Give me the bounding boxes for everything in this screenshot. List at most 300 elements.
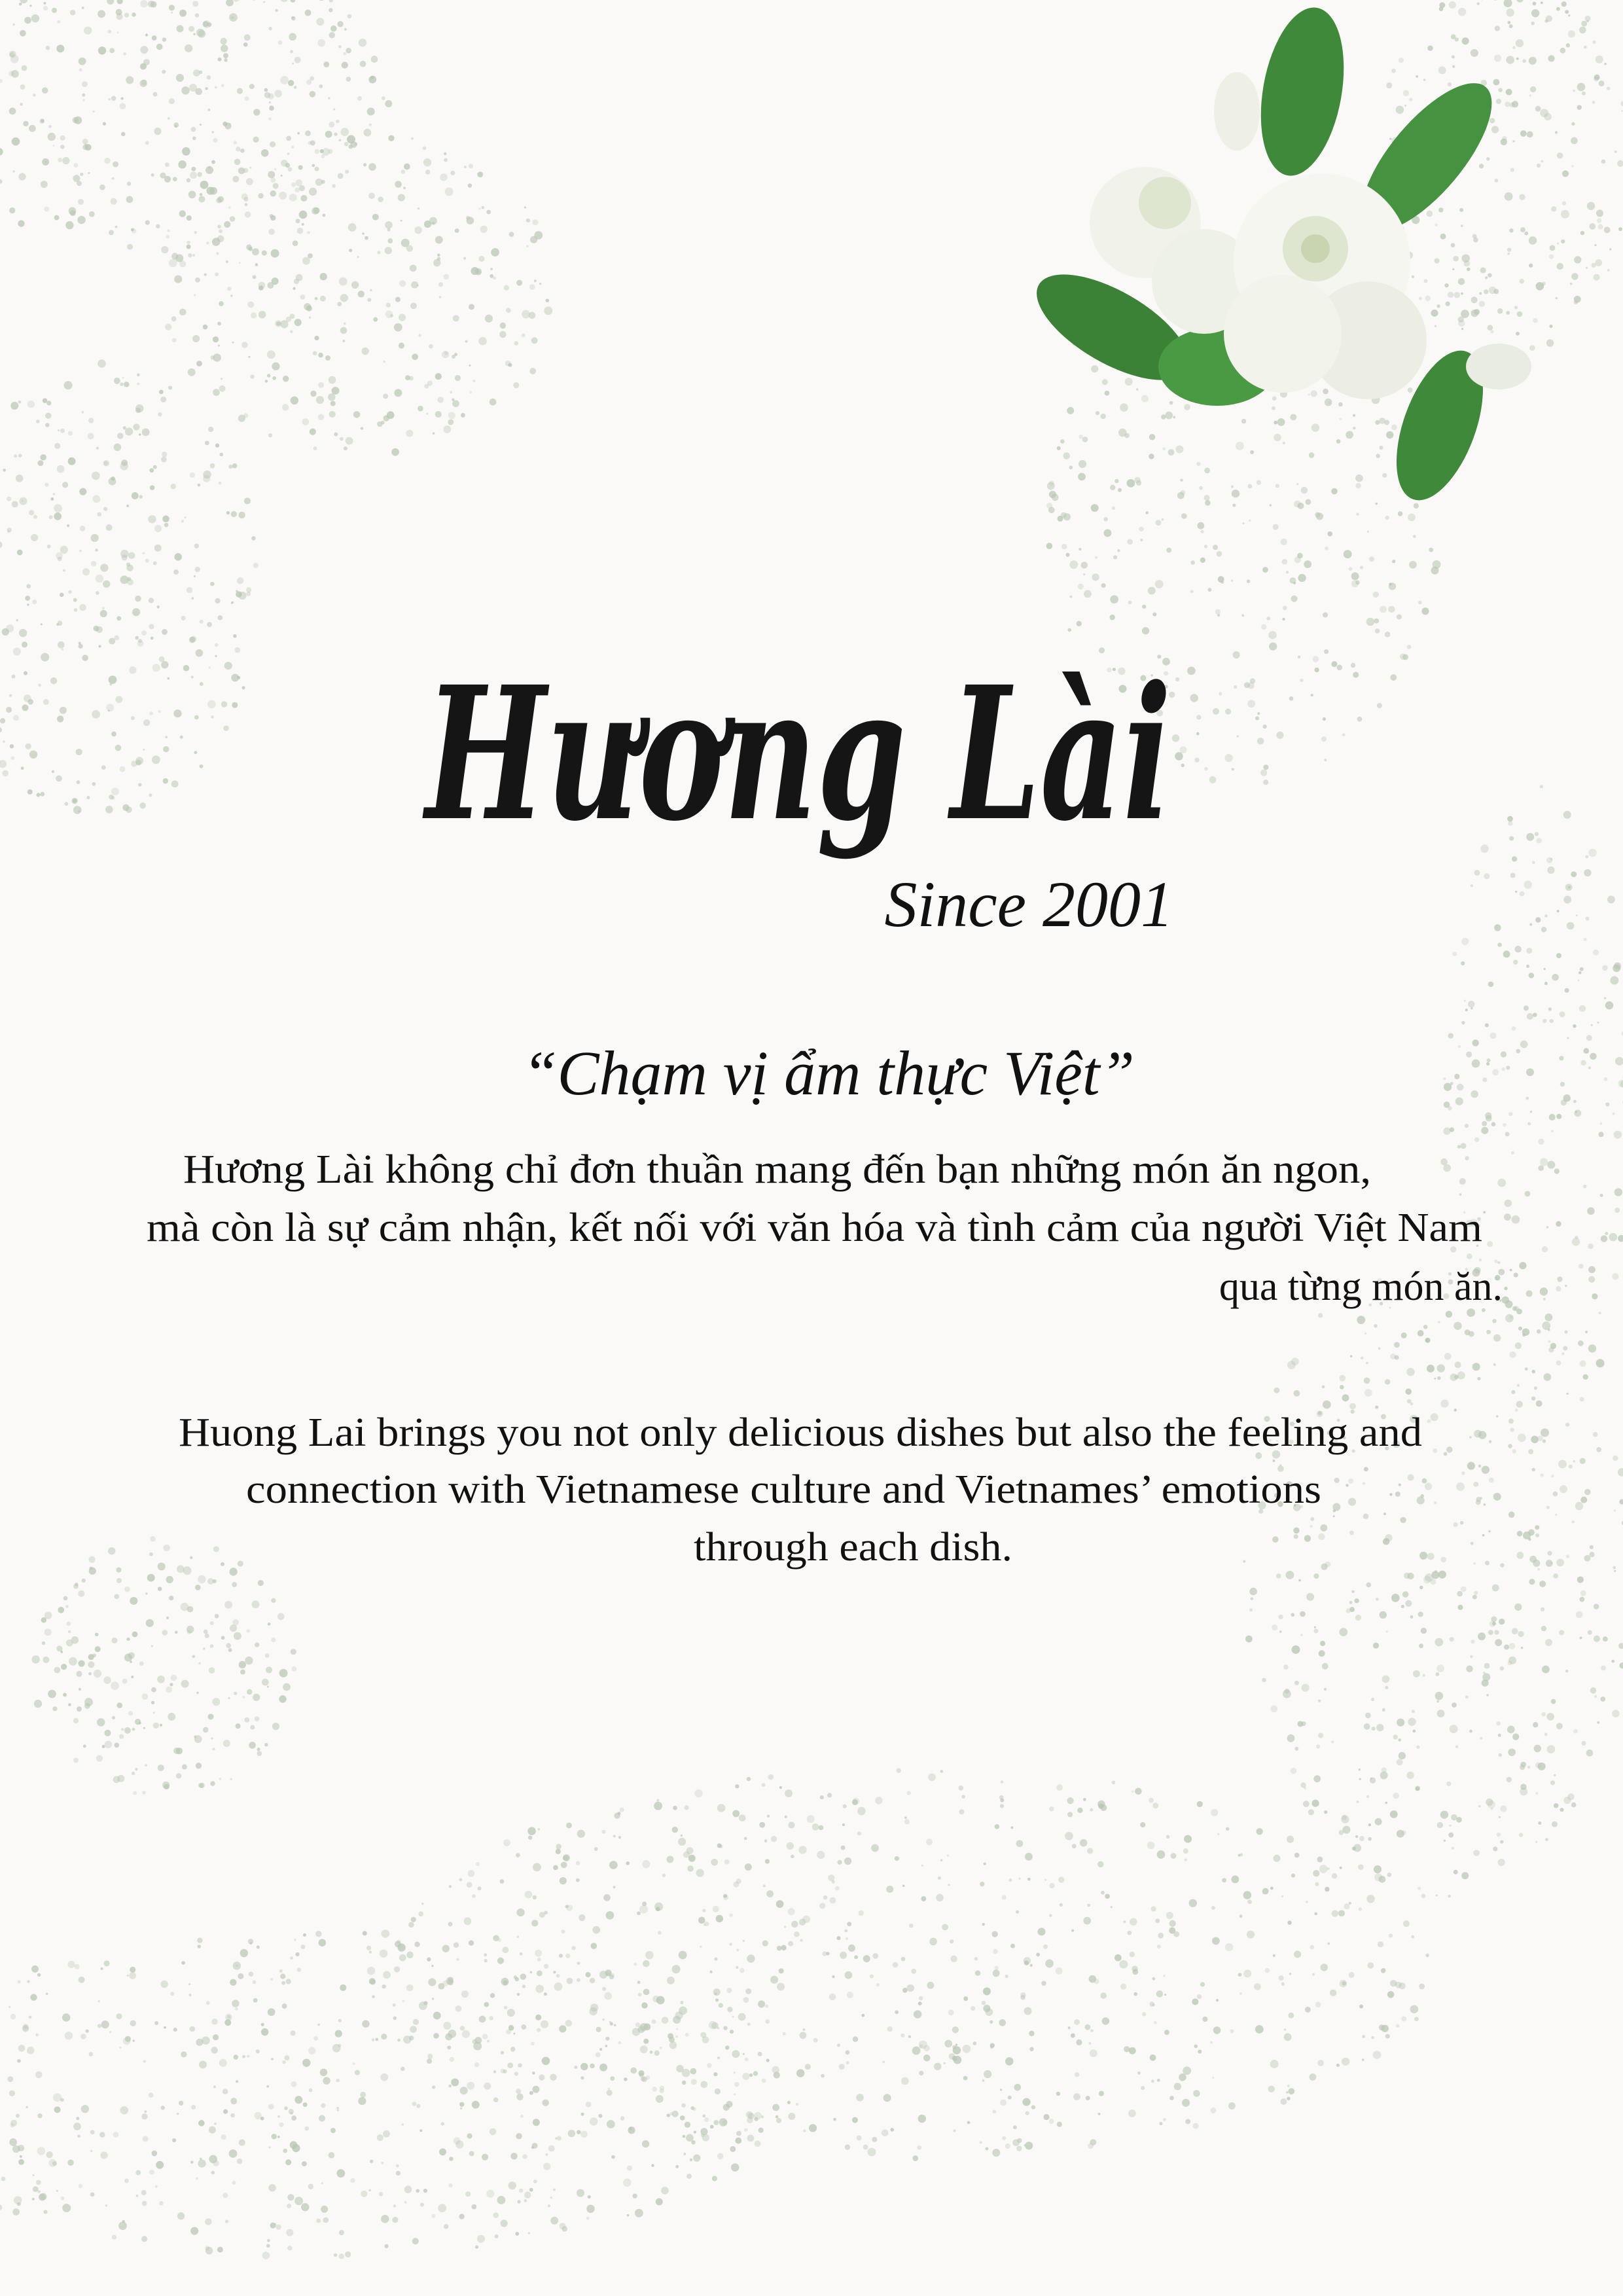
speckle-dot [871,1844,879,1852]
speckle-dot [224,662,232,670]
speckle-dot [652,1996,660,2003]
speckle-dot [1575,1502,1584,1511]
speckle-dot [694,1789,702,1797]
speckle-dot [1604,226,1611,233]
speckle-dot [1260,770,1267,776]
speckle-dot [454,1943,459,1948]
speckle-dot [1467,1462,1475,1470]
speckle-dot [1594,1636,1600,1642]
speckle-dot [1120,403,1128,412]
speckle-dot [58,158,62,162]
speckle-dot [227,287,231,291]
speckle-dot [78,1660,84,1667]
speckle-dot [1492,1319,1496,1323]
speckle-dot [424,221,431,228]
speckle-dot [1587,1208,1594,1215]
speckle-dot [423,2001,427,2005]
speckle-dot [377,2134,383,2141]
speckle-dot [709,2021,717,2029]
speckle-dot [115,745,122,751]
speckle-dot [1069,465,1073,469]
speckle-dot [113,2132,119,2138]
speckle-dot [167,677,169,680]
speckle-dot [1389,137,1392,140]
speckle-dot [1155,1918,1160,1923]
speckle-dot [1340,1385,1344,1390]
speckle-dot [17,550,23,556]
speckle-dot [1501,1051,1507,1057]
speckle-dot [1509,836,1514,840]
speckle-dot [215,1614,219,1619]
speckle-dot [1472,1060,1480,1068]
speckle-dot [1508,821,1512,825]
speckle-dot [984,2070,991,2078]
speckle-dot [120,575,129,584]
speckle-dot [171,780,179,787]
speckle-dot [238,415,245,422]
speckle-dot [651,2164,654,2166]
speckle-dot [1049,2119,1054,2124]
speckle-dot [1434,1378,1436,1380]
speckle-dot [788,1941,793,1946]
speckle-dot [1535,917,1541,922]
speckle-dot [907,1791,911,1795]
speckle-dot [448,412,455,419]
speckle-dot [710,2125,714,2129]
speckle-dot [1313,1628,1318,1633]
speckle-dot [40,792,45,797]
speckle-dot [198,2159,205,2167]
speckle-dot [213,2034,219,2040]
speckle-dot [1454,1374,1459,1379]
speckle-dot [497,2196,505,2204]
speckle-dot [1236,735,1239,738]
speckle-dot [116,616,121,620]
speckle-dot [1494,1630,1499,1634]
speckle-dot [145,33,148,36]
speckle-dot [215,444,219,448]
speckle-dot [161,246,168,253]
speckle-dot [79,642,81,645]
speckle-dot [176,25,183,32]
speckle-dot [953,2129,955,2132]
speckle-dot [37,2190,41,2193]
speckle-dot [1525,1097,1529,1100]
speckle-dot [1474,1430,1482,1438]
speckle-dot [334,433,338,437]
speckle-dot [149,1552,153,1556]
speckle-dot [236,1723,241,1729]
speckle-dot [802,2028,805,2031]
speckle-dot [92,710,100,719]
speckle-dot [856,2094,864,2102]
speckle-dot [1573,1729,1578,1734]
speckle-dot [1482,1679,1489,1687]
speckle-dot [175,1631,178,1634]
speckle-dot [154,545,162,552]
speckle-dot [768,1774,774,1780]
speckle-dot [194,543,199,548]
speckle-dot [58,1607,64,1613]
speckle-dot [1541,927,1547,933]
speckle-dot [437,253,440,257]
speckle-dot [49,2159,57,2167]
speckle-dot [1305,2007,1311,2013]
speckle-dot [1378,1347,1381,1350]
speckle-dot [1169,2096,1174,2100]
speckle-dot [1554,1168,1560,1174]
speckle-dot [1286,2091,1288,2093]
speckle-dot [116,31,118,33]
speckle-dot [1366,1795,1369,1798]
speckle-dot [544,1992,547,1996]
speckle-dot [1583,1374,1588,1380]
speckle-dot [1582,1741,1586,1746]
speckle-dot [340,1984,346,1991]
speckle-dot [67,524,69,527]
speckle-dot [337,2109,339,2111]
speckle-dot [1078,473,1086,480]
speckle-dot [1579,1360,1586,1367]
speckle-dot [1293,1390,1300,1397]
speckle-dot [1435,1692,1444,1700]
speckle-dot [1385,1379,1390,1384]
speckle-dot [1448,1833,1454,1838]
speckle-dot [26,584,31,588]
speckle-dot [76,749,82,755]
speckle-dot [837,1860,842,1865]
speckle-dot [1318,1534,1325,1540]
speckle-dot [618,1836,621,1839]
speckle-dot [460,2087,468,2094]
speckle-dot [586,1972,591,1977]
speckle-dot [65,1605,69,1608]
speckle-dot [1360,565,1363,569]
speckle-dot [687,1865,694,1872]
speckle-dot [461,413,465,418]
speckle-dot [837,2043,840,2047]
speckle-dot [1102,379,1108,385]
speckle-dot [1505,1314,1514,1323]
speckle-dot [779,1968,784,1973]
speckle-dot [77,216,85,224]
speckle-dot [1473,1482,1478,1487]
speckle-dot [700,2128,707,2135]
speckle-dot [194,231,197,234]
speckle-dot [1446,1311,1453,1318]
speckle-dot [668,2033,673,2039]
speckle-dot [184,516,186,518]
speckle-dot [740,1968,745,1973]
speckle-dot [63,1693,67,1697]
speckle-dot [1350,1355,1352,1357]
speckle-dot [1550,1780,1555,1785]
speckle-dot [223,2193,228,2198]
speckle-dot [1086,2096,1090,2100]
speckle-dot [37,460,43,466]
speckle-dot [1582,92,1586,96]
speckle-dot [1489,1032,1496,1039]
speckle-dot [1609,1233,1617,1242]
speckle-dot [926,1839,933,1845]
speckle-dot [1507,1660,1512,1665]
speckle-dot [607,2087,610,2090]
speckle-dot [268,2008,276,2016]
speckle-dot [195,567,200,572]
speckle-dot [1545,1838,1548,1841]
speckle-dot [149,2092,154,2098]
speckle-dot [667,1977,675,1984]
speckle-dot [96,626,103,633]
speckle-dot [1588,1630,1592,1635]
speckle-dot [1527,1013,1533,1020]
speckle-dot [1346,431,1353,439]
speckle-dot [200,124,202,126]
speckle-dot [1500,1805,1507,1812]
speckle-dot [251,1600,259,1608]
speckle-dot [561,1861,567,1868]
speckle-dot [35,2034,39,2037]
speckle-dot [504,2006,507,2009]
speckle-dot [557,2136,562,2140]
speckle-dot [153,1712,155,1713]
speckle-dot [1435,1570,1437,1573]
speckle-dot [194,294,196,296]
speckle-dot [195,278,200,283]
speckle-dot [1287,1734,1295,1742]
speckle-dot [852,2117,858,2123]
speckle-dot [1579,27,1586,34]
speckle-dot [467,2133,472,2138]
speckle-dot [876,1983,880,1986]
speckle-dot [702,2134,709,2142]
speckle-dot [196,1692,199,1695]
speckle-dot [1571,273,1578,280]
speckle-dot [1249,1608,1253,1611]
speckle-dot [1337,665,1343,671]
speckle-dot [744,1837,747,1840]
speckle-dot [1438,1571,1446,1579]
speckle-dot [1512,1026,1516,1031]
speckle-dot [122,377,124,379]
speckle-dot [232,1582,237,1587]
speckle-dot [86,796,90,799]
speckle-dot [602,1987,606,1991]
speckle-dot [1342,2058,1349,2066]
speckle-dot [1322,1663,1329,1670]
speckle-dot [1543,1019,1546,1023]
speckle-dot [336,2169,345,2178]
speckle-dot [1437,304,1440,308]
speckle-dot [190,171,197,179]
speckle-dot [1496,1415,1499,1418]
speckle-dot [1317,2060,1324,2066]
speckle-dot [52,1706,57,1711]
speckle-dot [190,1556,192,1559]
speckle-dot [108,1547,115,1554]
speckle-dot [230,1979,236,1986]
speckle-dot [1173,1931,1179,1937]
speckle-dot [29,2016,32,2019]
speckle-dot [1512,1449,1516,1453]
speckle-dot [556,1974,560,1978]
speckle-dot [300,295,306,300]
speckle-dot [1484,289,1488,294]
speckle-dot [1216,1999,1219,2001]
speckle-dot [274,90,282,98]
speckle-dot [271,249,279,258]
speckle-dot [179,260,186,267]
speckle-dot [510,2047,515,2051]
speckle-dot [1067,628,1071,632]
speckle-dot [1577,1577,1584,1583]
speckle-dot [1327,531,1332,537]
speckle-dot [1065,1832,1073,1840]
speckle-dot [1529,264,1533,268]
speckle-dot [1421,607,1429,615]
speckle-dot [986,2147,989,2151]
speckle-dot [1425,1573,1433,1582]
speckle-dot [581,2113,584,2116]
speckle-dot [315,1931,322,1937]
speckle-dot [188,1983,190,1985]
speckle-dot [690,2159,693,2162]
speckle-dot [279,1969,283,1973]
speckle-dot [1452,952,1457,956]
speckle-dot [1226,1827,1229,1831]
speckle-dot [1556,1361,1561,1366]
speckle-dot [61,2197,65,2200]
speckle-dot [57,715,63,722]
speckle-dot [1559,1056,1563,1060]
speckle-dot [599,2048,602,2051]
speckle-dot [439,296,442,298]
speckle-dot [283,2149,287,2153]
speckle-dot [1464,1000,1466,1002]
speckle-dot [337,302,342,306]
speckle-dot [381,421,385,425]
speckle-dot [990,2045,993,2049]
speckle-dot [316,18,324,26]
speckle-dot [1467,1308,1475,1317]
speckle-dot [1410,2005,1419,2014]
speckle-dot [1349,1902,1351,1905]
speckle-dot [234,159,241,166]
speckle-dot [450,391,452,393]
speckle-dot [1113,555,1117,559]
speckle-dot [527,1827,536,1835]
speckle-dot [232,2181,236,2185]
speckle-dot [734,2082,739,2087]
speckle-dot [704,2117,709,2122]
speckle-dot [0,718,5,723]
speckle-dot [65,2032,73,2039]
speckle-dot [401,220,402,222]
speckle-dot [501,2051,504,2054]
speckle-dot [223,122,227,126]
speckle-dot [82,1579,86,1583]
speckle-dot [1169,401,1173,405]
speckle-dot [132,608,140,616]
speckle-dot [240,149,245,153]
speckle-dot [143,719,150,726]
speckle-dot [158,1765,164,1771]
speckle-dot [114,1743,119,1748]
speckle-dot [1519,1833,1523,1837]
speckle-dot [1353,414,1355,417]
speckle-dot [1058,1876,1064,1882]
speckle-dot [1543,1298,1546,1300]
speckle-dot [79,1688,81,1691]
speckle-dot [1289,696,1294,701]
speckle-dot [554,1982,563,1991]
speckle-dot [60,593,63,597]
speckle-dot [124,1653,132,1661]
speckle-dot [1419,1552,1427,1560]
speckle-dot [1410,1615,1414,1619]
speckle-dot [98,359,106,368]
speckle-dot [57,465,65,473]
speckle-dot [472,2101,480,2109]
speckle-dot [963,2045,971,2053]
speckle-dot [385,221,393,229]
speckle-dot [847,1992,853,1998]
speckle-dot [1490,330,1493,333]
speckle-dot [1323,717,1326,721]
speckle-dot [1508,1444,1512,1448]
speckle-dot [1543,1439,1546,1443]
speckle-dot [1211,1906,1215,1910]
speckle-dot [363,129,371,137]
speckle-dot [1535,1525,1539,1530]
speckle-dot [1488,1530,1491,1533]
speckle-dot [1580,1590,1586,1596]
speckle-dot [340,128,349,136]
speckle-dot [1494,924,1501,931]
speckle-dot [1025,1853,1033,1861]
speckle-dot [1547,1745,1556,1753]
speckle-dot [857,2135,862,2140]
speckle-dot [958,1785,963,1791]
speckle-dot [127,244,133,250]
speckle-dot [1075,2072,1079,2077]
speckle-dot [267,2239,270,2242]
speckle-dot [242,2055,245,2058]
speckle-dot [656,1799,659,1801]
speckle-dot [268,117,272,120]
speckle-dot [1531,1436,1539,1444]
speckle-dot [395,181,402,188]
speckle-dot [1382,1676,1390,1683]
speckle-dot [98,2000,100,2002]
speckle-dot [723,2104,730,2111]
speckle-dot [104,158,110,164]
speckle-dot [264,92,270,98]
speckle-dot [1498,1734,1501,1737]
speckle-dot [1466,1051,1472,1057]
speckle-dot [1548,55,1554,62]
speckle-dot [1549,1114,1556,1121]
speckle-dot [1210,2041,1213,2044]
speckle-dot [1506,56,1514,64]
speckle-dot [1538,1763,1546,1770]
speckle-dot [1489,1478,1494,1483]
speckle-dot [1561,1352,1564,1355]
speckle-dot [702,1909,705,1912]
speckle-dot [179,10,187,17]
speckle-dot [532,2086,539,2093]
speckle-dot [101,765,106,770]
